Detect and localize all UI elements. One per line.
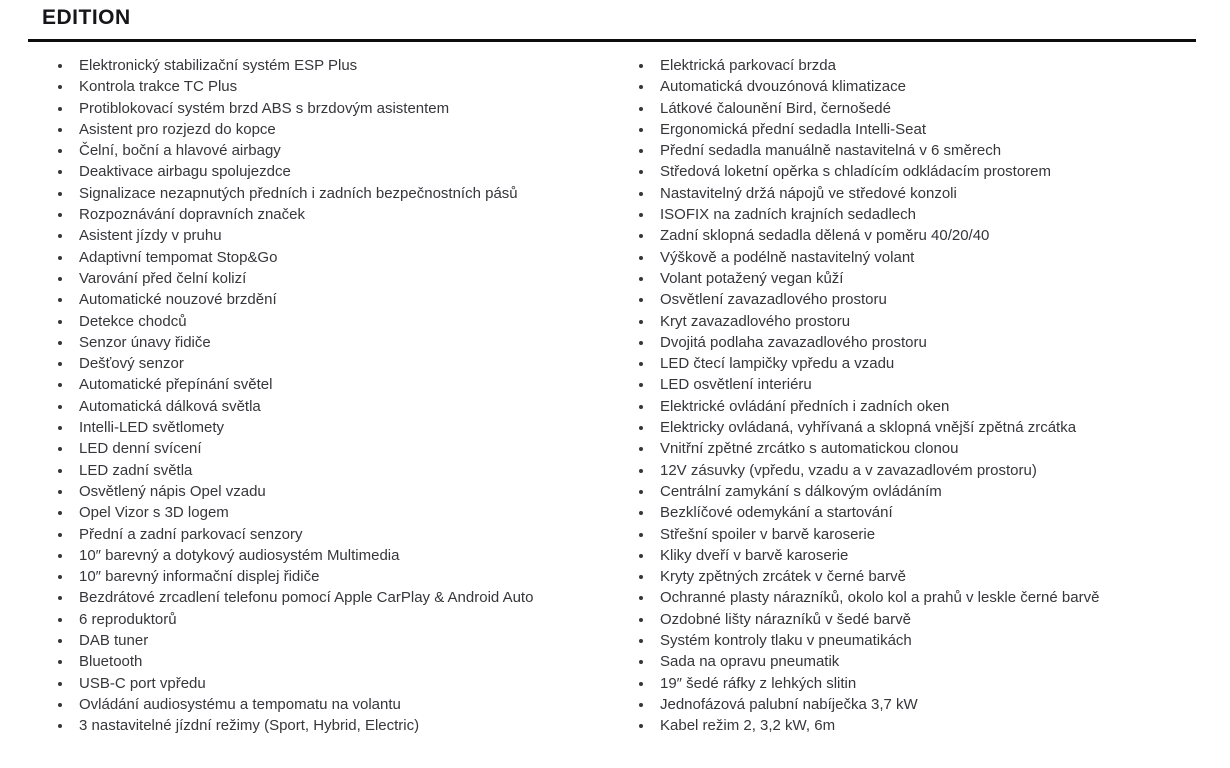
list-item-text: 10″ barevný informační displej řidiče	[79, 568, 320, 586]
list-item	[58, 247, 633, 268]
bullet-icon	[58, 341, 62, 345]
list-item-text: Elektrická parkovací brzda	[660, 57, 836, 74]
list-item-text: Sada na opravu pneumatik	[660, 653, 840, 671]
list-item-text: Rozpoznávání dopravních značek	[79, 206, 305, 224]
bullet-icon	[58, 362, 62, 366]
bullet-icon	[58, 639, 62, 643]
bullet-icon	[639, 362, 643, 366]
list-item-text: Automatická dálková světla	[79, 397, 261, 415]
list-item-text: Intelli-LED světlomety	[79, 419, 225, 437]
list-item-text: Přední a zadní parkovací senzory	[79, 525, 303, 543]
equipment-list-right	[639, 55, 1209, 737]
bullet-icon	[58, 426, 62, 430]
list-item-text: Bluetooth	[79, 653, 143, 671]
list-item	[639, 183, 1209, 204]
list-item	[58, 289, 633, 310]
list-item	[639, 502, 1209, 523]
list-item-text: Kabel režim 2, 3,2 kW, 6m	[660, 717, 836, 735]
bullet-icon	[639, 724, 643, 728]
bullet-icon	[58, 469, 62, 473]
list-item-text: Systém kontroly tlaku v pneumatikách	[660, 632, 912, 650]
list-item	[639, 417, 1209, 438]
list-item	[58, 587, 633, 608]
list-item	[58, 566, 633, 587]
list-item	[58, 268, 633, 289]
list-item	[639, 332, 1209, 353]
list-item	[58, 609, 633, 630]
list-item	[58, 119, 633, 140]
bullet-icon	[58, 682, 62, 686]
list-item-text: Senzor únavy řidiče	[79, 333, 211, 351]
list-item-text: Elektronický stabilizační systém ESP Plus	[79, 57, 358, 74]
list-item-text: Střešní spoiler v barvě karoserie	[660, 525, 876, 543]
list-item-text: Ozdobné lišty nárazníků v šedé barvě	[660, 610, 911, 628]
bullet-icon	[639, 511, 643, 515]
page-title: EDITION	[42, 6, 131, 29]
bullet-icon	[58, 405, 62, 409]
list-item-text: Elektrické ovládání předních i zadních oken	[660, 397, 950, 415]
list-item-text: DAB tuner	[79, 632, 149, 650]
list-item-text: Varování před čelní kolizí	[79, 269, 247, 287]
list-item	[58, 417, 633, 438]
equipment-list-left	[58, 55, 633, 737]
list-item-text: 10″ barevný a dotykový audiosystém Multimedia	[79, 546, 400, 564]
list-item	[58, 204, 633, 225]
list-item-text: Asistent pro rozjezd do kopce	[79, 120, 276, 138]
list-item-text: Ochranné plasty nárazníků, okolo kol a prahů v leskle černé barvě	[660, 589, 1100, 607]
list-item-text: Ergonomická přední sedadla Intelli-Seat	[660, 120, 926, 138]
list-item-text: Automatická dvouzónová klimatizace	[660, 78, 906, 96]
list-item-text: LED denní svícení	[79, 440, 202, 458]
list-item	[639, 715, 1209, 736]
list-item	[58, 225, 633, 246]
list-item-text: Opel Vizor s 3D logem	[79, 504, 229, 522]
list-item-text: LED osvětlení interiéru	[660, 376, 812, 394]
bullet-icon	[58, 554, 62, 558]
list-item	[639, 545, 1209, 566]
list-item-text: Výškově a podélně nastavitelný volant	[660, 248, 915, 266]
list-item	[639, 438, 1209, 459]
list-item	[639, 289, 1209, 310]
bullet-icon	[639, 277, 643, 281]
list-item	[639, 673, 1209, 694]
bullet-icon	[639, 533, 643, 537]
list-item-text: Protiblokovací systém brzd ABS s brzdovým asistentem	[79, 99, 450, 117]
list-item	[58, 353, 633, 374]
list-item-text: Signalizace nezapnutých předních i zadních bezpečnostních pásů	[79, 184, 518, 202]
bullet-icon	[639, 703, 643, 707]
list-item	[639, 524, 1209, 545]
list-item-text: Bezklíčové odemykání a startování	[660, 504, 893, 522]
bullet-icon	[58, 85, 62, 89]
list-item	[58, 715, 633, 736]
bullet-icon	[58, 107, 62, 111]
list-item-text: Dešťový senzor	[79, 355, 184, 373]
bullet-icon	[639, 213, 643, 217]
list-item-text: 12V zásuvky (vpředu, vzadu a v zavazadlovém prostoru)	[660, 461, 1037, 479]
list-item-text: Automatické nouzové brzdění	[79, 291, 277, 309]
list-item	[58, 673, 633, 694]
list-item-text: Jednofázová palubní nabíječka 3,7 kW	[660, 695, 918, 713]
list-item	[58, 630, 633, 651]
list-item	[639, 140, 1209, 161]
list-item-text: 6 reproduktorů	[79, 610, 177, 628]
bullet-icon	[639, 596, 643, 600]
list-item	[58, 332, 633, 353]
list-item-text: Asistent jízdy v pruhu	[79, 227, 222, 245]
list-item-text: Kontrola trakce TC Plus	[79, 78, 238, 96]
bullet-icon	[58, 170, 62, 174]
bullet-icon	[639, 639, 643, 643]
bullet-icon	[639, 618, 643, 622]
list-item-text: Přední sedadla manuálně nastavitelná v 6 směrech	[660, 142, 1002, 160]
list-item	[58, 694, 633, 715]
bullet-icon	[58, 256, 62, 260]
bullet-icon	[639, 85, 643, 89]
list-item	[58, 311, 633, 332]
bullet-icon	[58, 447, 62, 451]
bullet-icon	[639, 298, 643, 302]
list-item-text: Zadní sklopná sedadla dělená v poměru 40/20/40	[660, 227, 990, 245]
list-item	[639, 311, 1209, 332]
list-item	[58, 502, 633, 523]
bullet-icon	[639, 149, 643, 153]
list-item	[639, 76, 1209, 97]
list-item-text: 3 nastavitelné jízdní režimy (Sport, Hybrid, Electric)	[79, 717, 420, 735]
list-item-text: Vnitřní zpětné zrcátko s automatickou clonou	[660, 440, 959, 458]
bullet-icon	[639, 256, 643, 260]
bullet-icon	[58, 511, 62, 515]
bullet-icon	[639, 426, 643, 430]
bullet-icon	[58, 533, 62, 537]
bullet-icon	[639, 660, 643, 664]
bullet-icon	[58, 128, 62, 132]
list-item	[639, 161, 1209, 182]
bullet-icon	[639, 234, 643, 238]
list-item	[58, 55, 633, 76]
bullet-icon	[58, 320, 62, 324]
list-item-text: Bezdrátové zrcadlení telefonu pomocí Apple CarPlay & Android Auto	[79, 589, 534, 607]
bullet-icon	[639, 320, 643, 324]
list-item-text: Kryt zavazadlového prostoru	[660, 312, 851, 330]
bullet-icon	[58, 192, 62, 196]
list-item	[58, 524, 633, 545]
bullet-icon	[639, 170, 643, 174]
list-item	[58, 651, 633, 672]
list-item-text: Látkové čalounění Bird, černošedé	[660, 99, 891, 117]
bullet-icon	[58, 596, 62, 600]
list-item	[58, 460, 633, 481]
list-item	[639, 481, 1209, 502]
list-item	[639, 55, 1209, 76]
list-item-text: 19″ šedé ráfky z lehkých slitin	[660, 674, 857, 692]
list-item	[639, 98, 1209, 119]
list-item-text: Ovládání audiosystému a tempomatu na volantu	[79, 695, 401, 713]
list-item	[58, 438, 633, 459]
bullet-icon	[58, 618, 62, 622]
list-item	[58, 396, 633, 417]
list-item	[639, 353, 1209, 374]
list-item	[639, 247, 1209, 268]
bullet-icon	[58, 277, 62, 281]
bullet-icon	[58, 575, 62, 579]
bullet-icon	[58, 660, 62, 664]
list-item	[58, 161, 633, 182]
bullet-icon	[58, 149, 62, 153]
bullet-icon	[639, 405, 643, 409]
bullet-icon	[639, 447, 643, 451]
list-item	[639, 460, 1209, 481]
list-item-text: USB-C port vpředu	[79, 674, 206, 692]
list-item-text: ISOFIX na zadních krajních sedadlech	[660, 206, 916, 224]
bullet-icon	[639, 128, 643, 132]
list-item	[639, 587, 1209, 608]
list-item-text: Volant potažený vegan kůží	[660, 269, 844, 287]
list-item	[58, 545, 633, 566]
list-item	[639, 609, 1209, 630]
bullet-icon	[58, 724, 62, 728]
bullet-icon	[639, 64, 643, 68]
list-item-text: Osvětlení zavazadlového prostoru	[660, 291, 887, 309]
list-item-text: LED čtecí lampičky vpředu a vzadu	[660, 355, 895, 373]
list-item-text: Detekce chodců	[79, 312, 187, 330]
bullet-icon	[639, 107, 643, 111]
list-item-text: Středová loketní opěrka s chladícím odkládacím prostorem	[660, 163, 1052, 181]
list-item	[639, 374, 1209, 395]
bullet-icon	[58, 383, 62, 387]
bullet-icon	[639, 192, 643, 196]
list-item	[58, 98, 633, 119]
list-item-text: Kliky dveří v barvě karoserie	[660, 546, 849, 564]
list-item-text: Dvojitá podlaha zavazadlového prostoru	[660, 333, 927, 351]
list-item	[58, 183, 633, 204]
list-item	[639, 566, 1209, 587]
list-item	[639, 396, 1209, 417]
list-item	[639, 225, 1209, 246]
list-item-text: Deaktivace airbagu spolujezdce	[79, 163, 291, 181]
bullet-icon	[58, 213, 62, 217]
bullet-icon	[58, 703, 62, 707]
list-item	[58, 481, 633, 502]
bullet-icon	[639, 341, 643, 345]
list-item-text: Centrální zamykání s dálkovým ovládáním	[660, 482, 942, 500]
list-item-text: Osvětlený nápis Opel vzadu	[79, 482, 266, 500]
bullet-icon	[58, 64, 62, 68]
list-item-text: Automatické přepínání světel	[79, 376, 273, 394]
list-item-text: Elektricky ovládaná, vyhřívaná a sklopná vnější zpětná zrcátka	[660, 419, 1077, 437]
list-item-text: Nastavitelný držá nápojů ve středové konzoli	[660, 184, 957, 202]
title-divider	[28, 39, 1196, 42]
list-item-text: LED zadní světla	[79, 461, 193, 479]
list-item-text: Adaptivní tempomat Stop&Go	[79, 248, 278, 266]
list-item	[58, 374, 633, 395]
list-item	[639, 204, 1209, 225]
list-item	[58, 76, 633, 97]
bullet-icon	[639, 383, 643, 387]
list-item	[639, 630, 1209, 651]
bullet-icon	[639, 469, 643, 473]
list-item	[639, 268, 1209, 289]
list-item-text: Čelní, boční a hlavové airbagy	[79, 142, 281, 160]
bullet-icon	[639, 490, 643, 494]
bullet-icon	[58, 490, 62, 494]
list-item-text: Kryty zpětných zrcátek v černé barvě	[660, 568, 906, 586]
list-item	[639, 119, 1209, 140]
list-item	[58, 140, 633, 161]
list-item	[639, 651, 1209, 672]
list-item	[639, 694, 1209, 715]
bullet-icon	[58, 298, 62, 302]
bullet-icon	[639, 682, 643, 686]
bullet-icon	[58, 234, 62, 238]
bullet-icon	[639, 554, 643, 558]
bullet-icon	[639, 575, 643, 579]
